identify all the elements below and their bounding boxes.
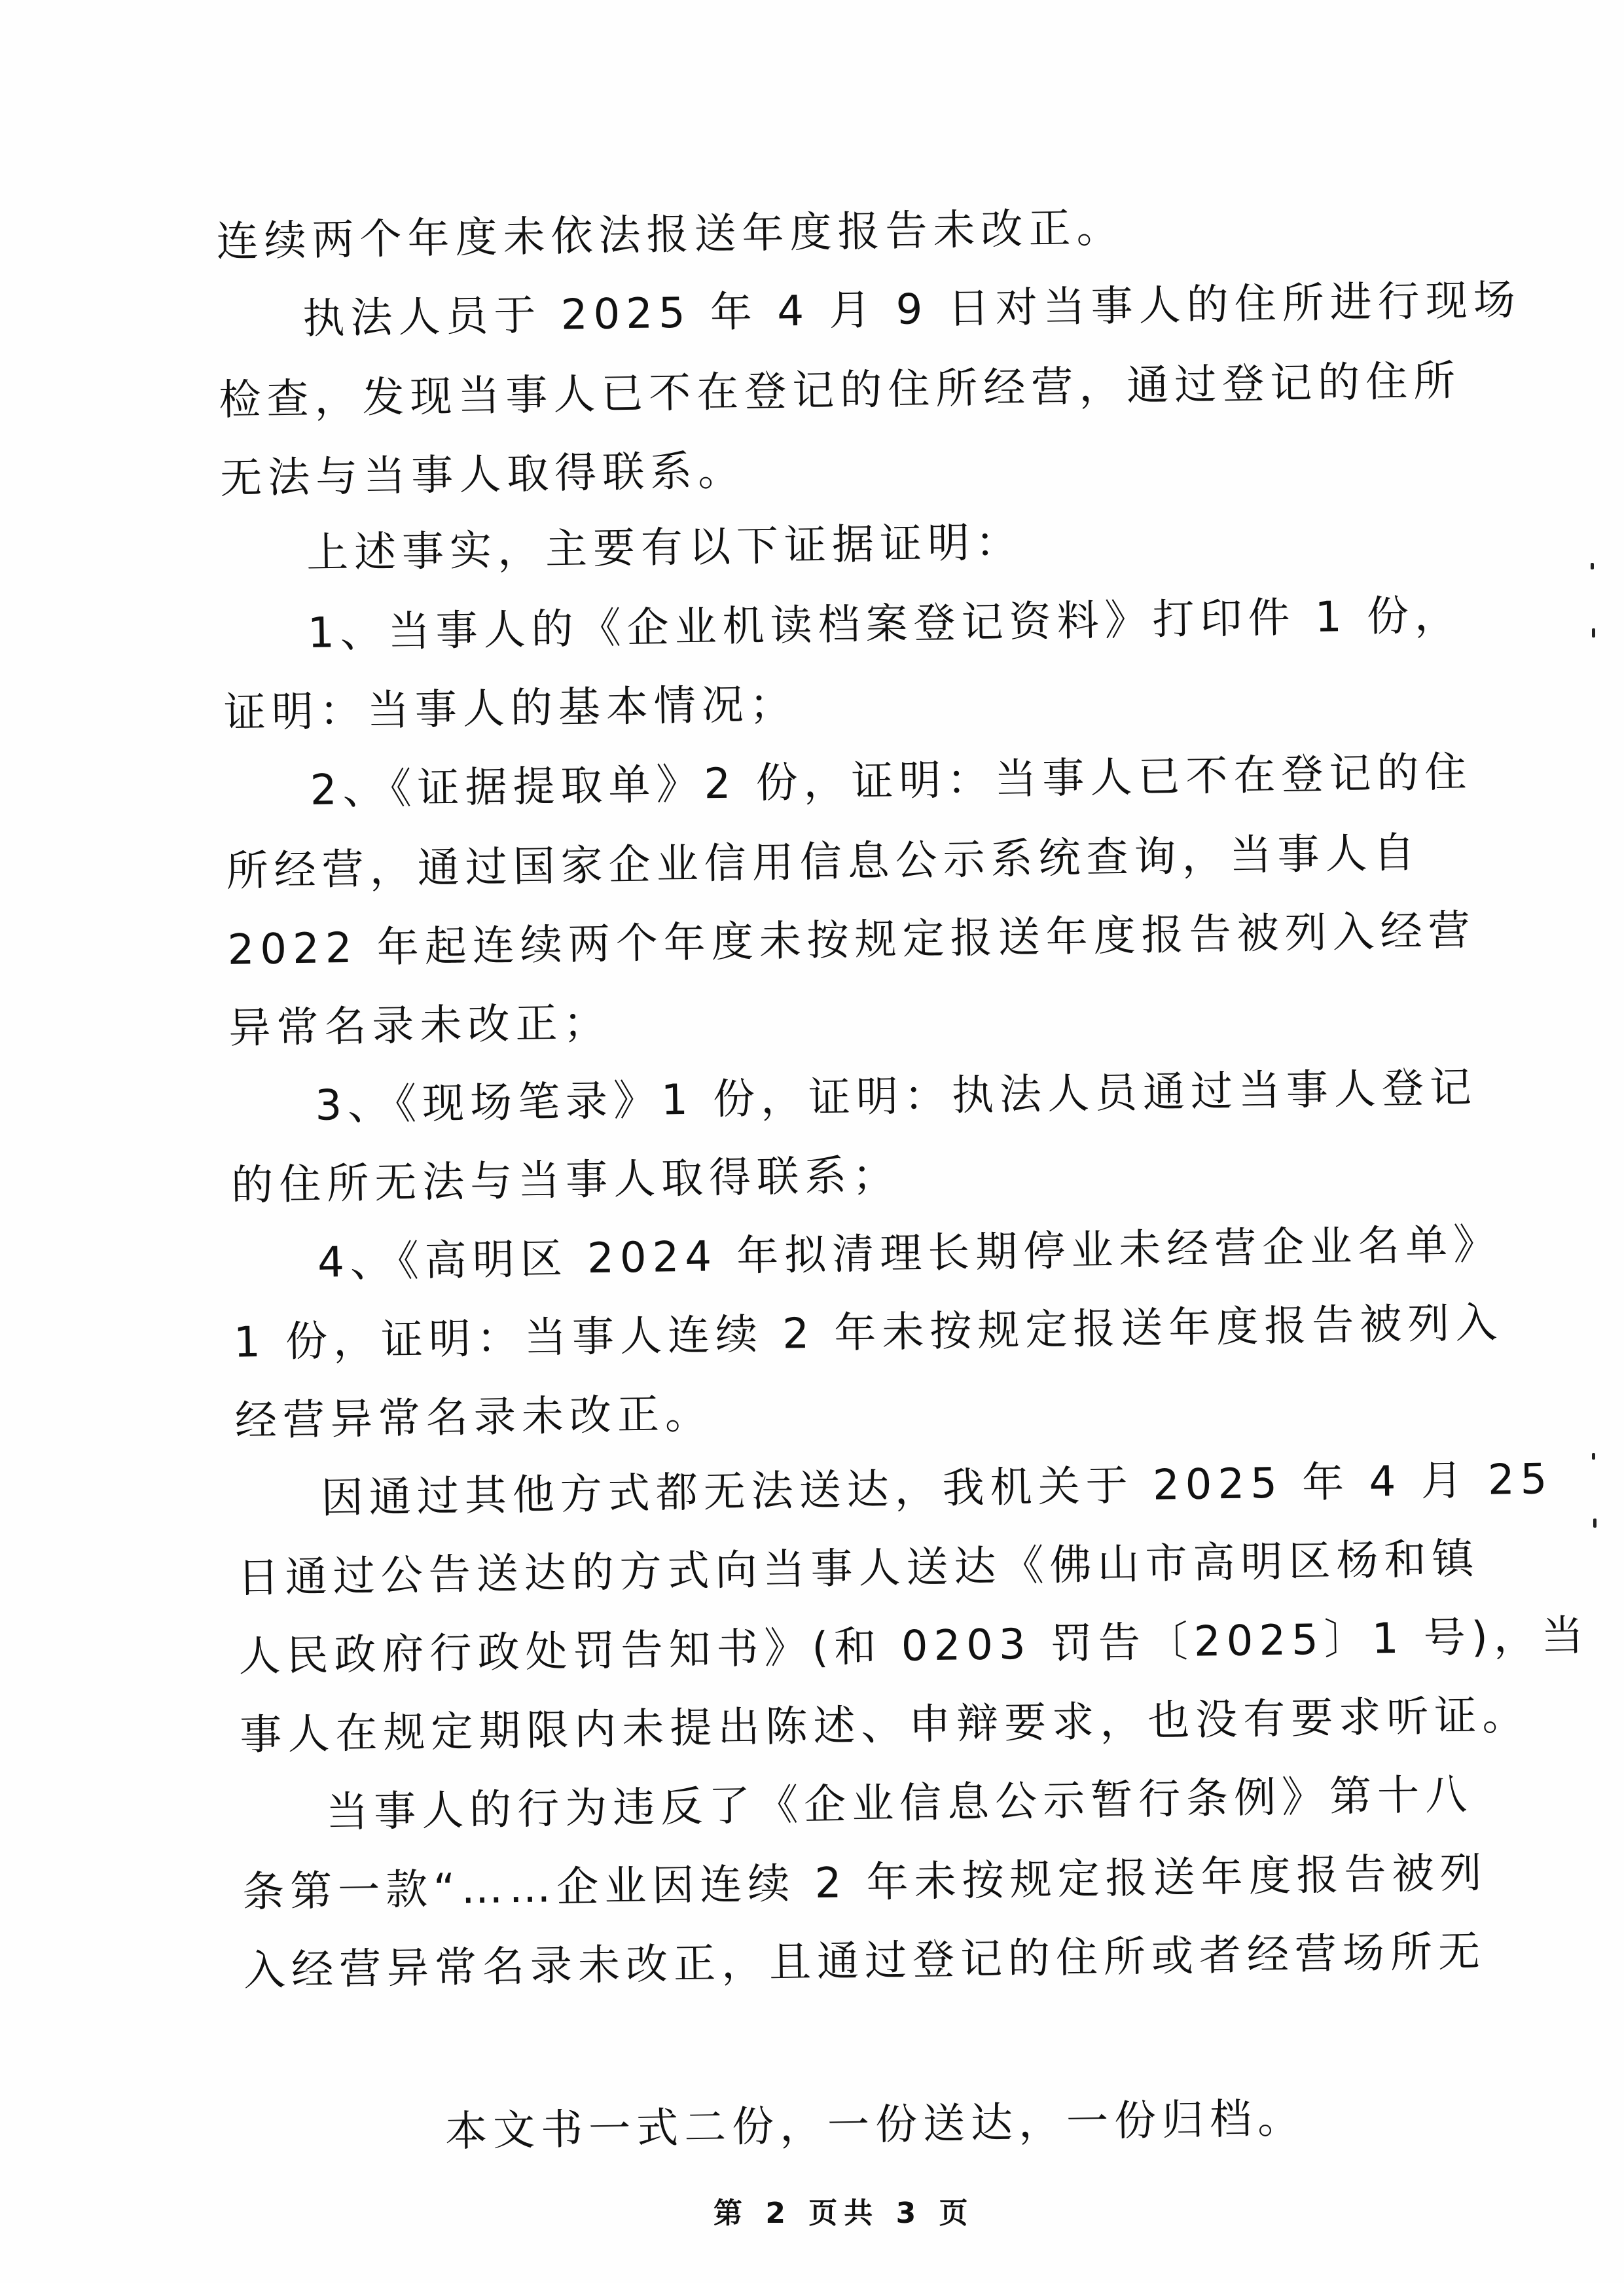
paragraph-line: 连续两个年度未依法报送年度报告未改正。 bbox=[216, 204, 1125, 266]
paragraph-line: 所经营，通过国家企业信用信息公示系统查询，当事人自 bbox=[226, 829, 1422, 896]
paragraph-line: 检查，发现当事人已不在登记的住所经营，通过登记的住所 bbox=[218, 357, 1462, 425]
paragraph-line: 事人在规定期限内未提出陈述、申辩要求，也没有要求听证。 bbox=[239, 1691, 1530, 1760]
paragraph-line: 当事人的行为违反了《企业信息公示暂行条例》第十八 bbox=[325, 1771, 1473, 1837]
scan-mark bbox=[1591, 563, 1594, 569]
scan-mark bbox=[1593, 1519, 1597, 1528]
paragraph-line: 证明：当事人的基本情况； bbox=[223, 680, 798, 738]
paragraph-line: 4、《高明区 2024 年拟清理长期停业未经营企业名单》 bbox=[317, 1220, 1502, 1287]
paragraph-line: 1、当事人的《企业机读档案登记资料》打印件 1 份， bbox=[307, 591, 1463, 658]
paragraph-line: 异常名录未改正； bbox=[228, 998, 612, 1053]
paragraph-line: 日通过公告送达的方式向当事人送达《佛山市高明区杨和镇 bbox=[237, 1534, 1481, 1603]
paragraph-line: 人民政府行政处罚告知书》(和 0203 罚告〔2025〕1 号)，当 bbox=[238, 1611, 1590, 1681]
paragraph-line: 2022 年起连续两个年度未按规定报送年度报告被列入经营 bbox=[227, 906, 1477, 975]
paragraph-line: 3、《现场笔录》1 份，证明：执法人员通过当事人登记 bbox=[314, 1063, 1478, 1130]
paragraph-line: 1 份，证明：当事人连续 2 年未按规定报送年度报告被列入 bbox=[233, 1299, 1504, 1367]
scan-mark bbox=[1592, 1453, 1595, 1460]
page-number-footer: 第 2 页共 3 页 bbox=[713, 2197, 975, 2230]
paragraph-line: 条第一款“……企业因连续 2 年未按规定报送年度报告被列 bbox=[242, 1848, 1489, 1917]
paragraph-line: 无法与当事人取得联系。 bbox=[219, 446, 746, 503]
document-body bbox=[216, 197, 1590, 1996]
closing-statement: 本文书一式二份，一份送达，一份归档。 bbox=[444, 2094, 1306, 2157]
scan-mark bbox=[1592, 628, 1595, 638]
paragraph-line: 经营异常名录未改正。 bbox=[234, 1390, 713, 1446]
paragraph-line: 因通过其他方式都无法送达，我机关于 2025 年 4 月 25 bbox=[321, 1455, 1553, 1523]
paragraph-line: 2、《证据提取单》2 份，证明：当事人已不在登记的住 bbox=[310, 747, 1473, 815]
paragraph-line: 上述事实，主要有以下证据证明： bbox=[306, 518, 1024, 578]
paragraph-line: 入经营异常名录未改正，且通过登记的住所或者经营场所无 bbox=[243, 1927, 1487, 1996]
paragraph-line: 的住所无法与当事人取得联系； bbox=[230, 1151, 901, 1210]
paragraph-line: 执法人员于 2025 年 4 月 9 日对当事人的住所进行现场 bbox=[302, 276, 1522, 344]
